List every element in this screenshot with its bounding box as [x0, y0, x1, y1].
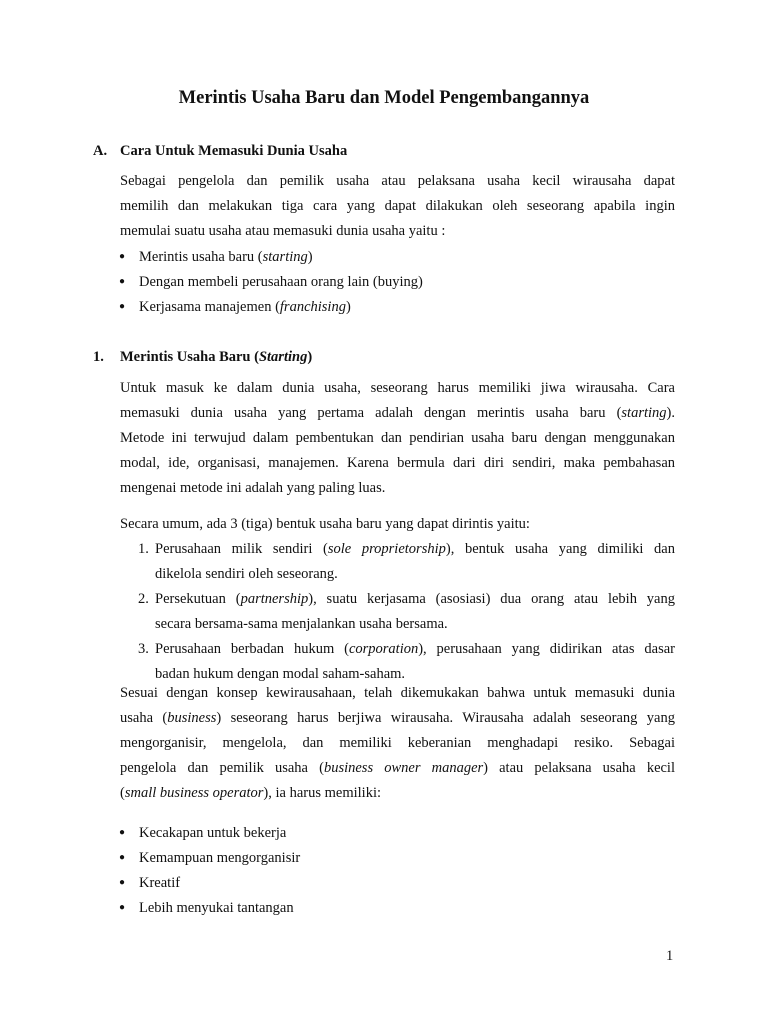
bullet-icon: ● — [119, 877, 126, 888]
text-line: memilih dan melakukan tiga cara yang dapat dilakukan oleh seseorang apabila ingin — [120, 198, 675, 214]
bullet-icon: ● — [119, 301, 126, 312]
list-item — [119, 900, 294, 917]
bullet-icon: ● — [119, 852, 126, 863]
list-item-text: Lebih menyukai tantangan — [139, 900, 294, 916]
text-line: memulai suatu usaha atau memasuki dunia usaha yaitu : — [120, 223, 446, 239]
ordered-list-item — [138, 541, 675, 591]
list-number: 3. — [138, 641, 149, 657]
section-title: ) — [307, 349, 313, 365]
section-number: A. — [93, 143, 108, 159]
list-item — [119, 299, 351, 316]
text-line: pengelola dan pemilik usaha (business owner manager) atau pelaksana usaha kecil — [120, 760, 675, 776]
section-1-paragraph-1 — [120, 376, 675, 501]
list-item-text: Merintis usaha baru ( — [139, 249, 263, 265]
section-1-intro: Secara umum, ada 3 (tiga) bentuk usaha baru yang dapat dirintis yaitu: — [120, 516, 530, 532]
bullet-icon: ● — [119, 276, 126, 287]
text-line: mengenai metode ini adalah yang paling luas. — [120, 480, 386, 496]
text-line: usaha (business) seseorang harus berjiwa wirausaha. Wirausaha adalah seseorang yang — [120, 710, 675, 726]
bullet-icon: ● — [119, 902, 126, 913]
text-line: modal, ide, organisasi, manajemen. Karena bermula dari diri sendiri, maka pembahasan — [120, 455, 675, 471]
section-title: Cara Untuk Memasuki Dunia Usaha — [120, 143, 348, 159]
section-title-emphasis: Starting — [258, 349, 308, 365]
list-item — [119, 850, 300, 867]
text-line: badan hukum dengan modal saham-saham. — [155, 666, 406, 682]
text-line: Perusahaan milik sendiri (sole proprietorship), bentuk usaha yang dimiliki dan — [155, 541, 675, 557]
text-line: Sesuai dengan konsep kewirausahaan, telah dikemukakan bahwa untuk memasuki dunia — [120, 685, 675, 701]
list-item-text: Kreatif — [139, 875, 181, 891]
list-item-text: ) — [307, 249, 313, 265]
text-line: memasuki dunia usaha yang pertama adalah dengan merintis usaha baru (starting). — [120, 405, 675, 421]
text-line: Untuk masuk ke dalam dunia usaha, seseorang harus memiliki jiwa wirausaha. Cara — [120, 380, 675, 396]
section-number: 1. — [93, 349, 104, 365]
list-item-text: Kemampuan mengorganisir — [139, 850, 301, 866]
list-item — [119, 875, 180, 892]
text-line: Metode ini terwujud dalam pembentukan dan pendirian usaha baru dengan menggunakan — [120, 430, 675, 446]
text-line: Perusahaan berbadan hukum (corporation), perusahaan yang didirikan atas dasar — [155, 641, 675, 657]
section-a-paragraph — [120, 169, 675, 244]
text-line: mengorganisir, mengelola, dan memiliki keberanian menghadapi resiko. Sebagai — [120, 735, 675, 751]
section-title: Merintis Usaha Baru ( — [120, 349, 259, 365]
list-item — [119, 825, 286, 842]
text-line: Persekutuan (partnership), suatu kerjasama (asosiasi) dua orang atau lebih yang — [155, 591, 675, 607]
bullet-icon: ● — [119, 827, 126, 838]
list-item — [119, 249, 313, 266]
list-item-text: Kecakapan untuk bekerja — [139, 825, 287, 841]
text-line: Sebagai pengelola dan pemilik usaha atau pelaksana usaha kecil wirausaha dapat — [120, 173, 675, 189]
section-1-paragraph-3 — [120, 681, 675, 806]
list-item-text: ) — [345, 299, 351, 315]
page-title: Merintis Usaha Baru dan Model Pengembangannya — [178, 88, 590, 108]
text-line: (small business operator), ia harus memiliki: — [120, 785, 382, 801]
list-number: 2. — [138, 591, 149, 607]
bullet-icon: ● — [119, 251, 126, 262]
text-line: dikelola sendiri oleh seseorang. — [155, 566, 338, 582]
text-line: secara bersama-sama menjalankan usaha bersama. — [155, 616, 448, 632]
section-1-heading — [93, 349, 312, 366]
list-item-text: Dengan membeli perusahaan orang lain (buying) — [139, 274, 423, 290]
list-item-emphasis: starting — [262, 249, 308, 265]
list-item-text: Kerjasama manajemen ( — [139, 299, 280, 315]
list-number: 1. — [138, 541, 149, 557]
section-a-heading — [93, 143, 347, 160]
list-item — [119, 274, 423, 291]
ordered-list-item — [138, 591, 675, 641]
page-number: 1 — [666, 948, 674, 964]
list-item-emphasis: franchising — [279, 299, 346, 315]
